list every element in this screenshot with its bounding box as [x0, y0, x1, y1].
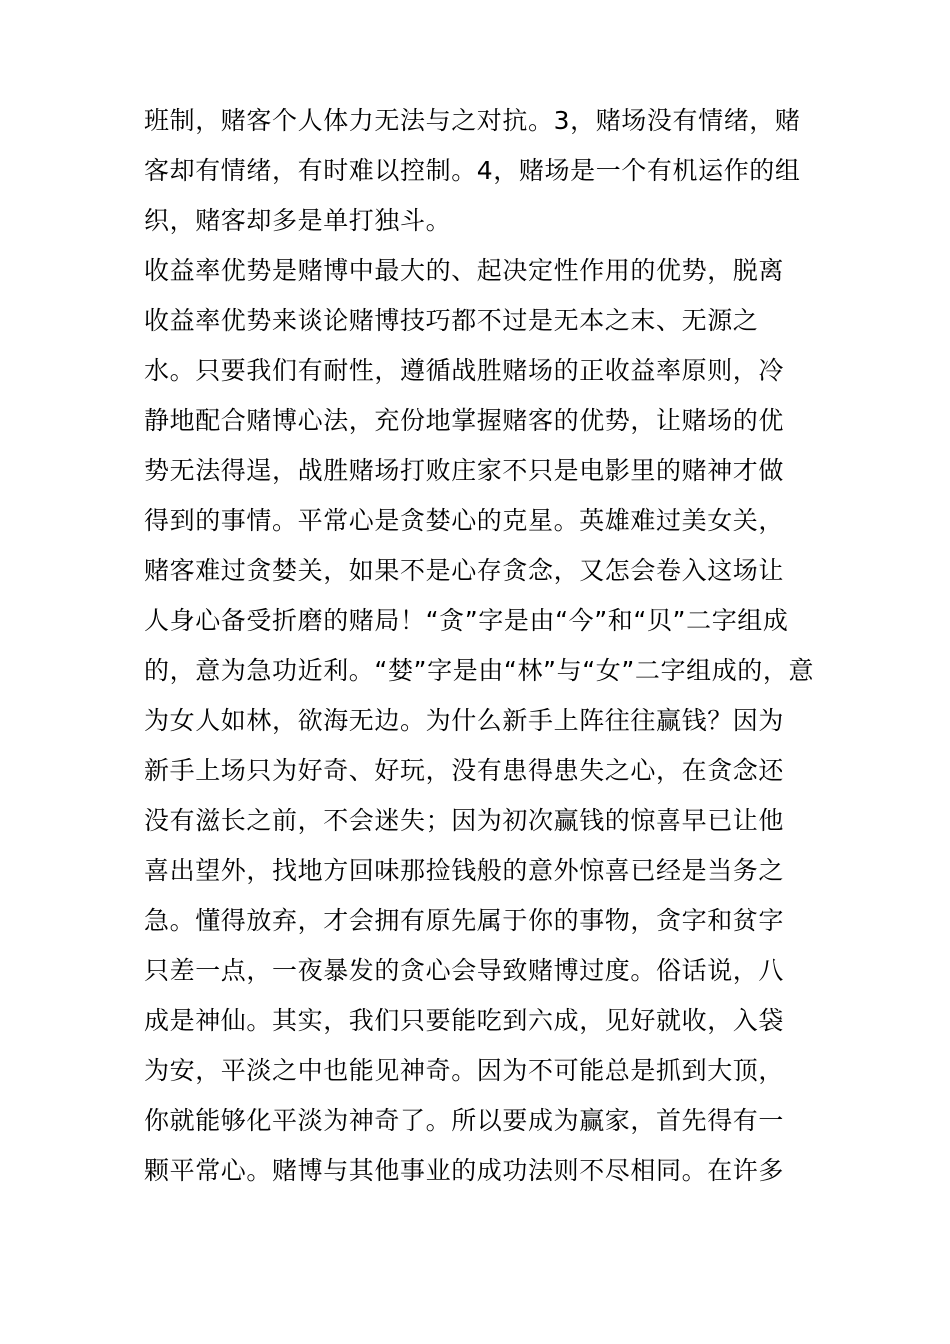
text-line: 客却有情绪，有时难以控制。4，赌场是一个有机运作的组	[144, 156, 801, 185]
text-line: 成是神仙。其实，我们只要能吃到六成，见好就收，入袋	[144, 1006, 785, 1035]
text-line: 人身心备受折磨的赌局！“贪”字是由“今”和“贝”二字组成	[144, 606, 789, 635]
text-line: 你就能够化平淡为神奇了。所以要成为赢家，首先得有一	[144, 1106, 785, 1135]
text-line: 新手上场只为好奇、好玩，没有患得患失之心，在贪念还	[144, 756, 785, 785]
text-line: 为安，平淡之中也能见神奇。因为不可能总是抓到大顶，	[144, 1056, 785, 1085]
text-line: 喜出望外，找地方回味那捡钱般的意外惊喜已经是当务之	[144, 856, 785, 885]
text-line: 颗平常心。赌博与其他事业的成功法则不尽相同。在许多	[144, 1156, 785, 1185]
text-line: 水。只要我们有耐性，遵循战胜赌场的正收益率原则，冷	[144, 356, 785, 385]
text-line: 班制，赌客个人体力无法与之对抗。3，赌场没有情绪，赌	[144, 106, 801, 135]
text-line: 急。懂得放弃，才会拥有原先属于你的事物，贪字和贫字	[144, 906, 785, 935]
text-line: 赌客难过贪婪关，如果不是心存贪念，又怎会卷入这场让	[144, 556, 785, 585]
text-line: 的，意为急功近利。“婪”字是由“林”与“女”二字组成的，意	[144, 656, 815, 685]
text-line: 织，赌客却多是单打独斗。	[144, 206, 452, 235]
text-line: 没有滋长之前，不会迷失；因为初次赢钱的惊喜早已让他	[144, 806, 785, 835]
text-line: 收益率优势来谈论赌博技巧都不过是无本之末、无源之	[144, 306, 759, 335]
text-line: 只差一点，一夜暴发的贪心会导致赌博过度。俗话说，八	[144, 956, 785, 985]
text-line: 得到的事情。平常心是贪婪心的克星。英雄难过美女关，	[144, 506, 785, 535]
text-line: 势无法得逞，战胜赌场打败庄家不只是电影里的赌神才做	[144, 456, 785, 485]
text-line: 为女人如林，欲海无边。为什么新手上阵往往赢钱？因为	[144, 706, 785, 735]
text-line: 收益率优势是赌博中最大的、起决定性作用的优势，脱离	[144, 256, 785, 285]
text-line: 静地配合赌博心法，充份地掌握赌客的优势，让赌场的优	[144, 406, 785, 435]
body-text	[144, 96, 824, 1196]
